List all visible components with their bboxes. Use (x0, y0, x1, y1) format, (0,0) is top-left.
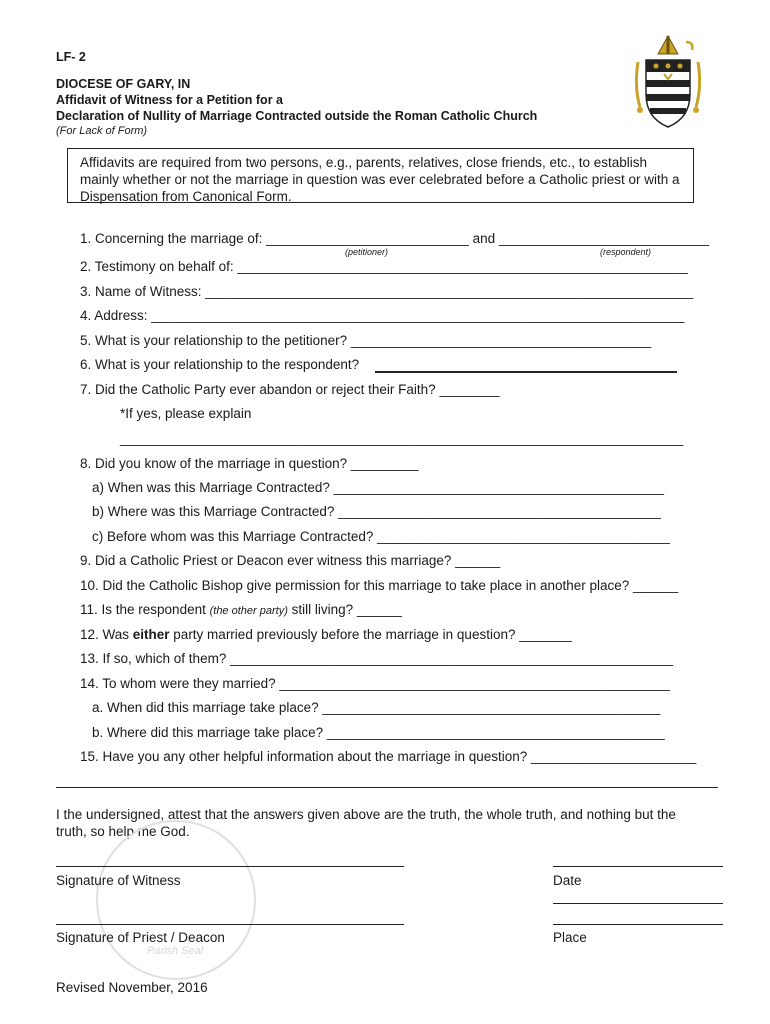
form-title-line-2: Declaration of Nullity of Marriage Contracted outside the Roman Catholic Church (56, 109, 538, 123)
question-7[interactable]: 7. Did the Catholic Party ever abandon or reject their Faith? ________ (80, 382, 500, 397)
question-12-text-a: 12. Was (80, 627, 133, 642)
diocese-name: DIOCESE OF GARY, IN (56, 77, 191, 91)
witness-signature-line[interactable] (56, 866, 404, 867)
question-7-explain-line[interactable]: ___________________________________________________________________________ (120, 431, 684, 446)
priest-signature-line[interactable] (56, 924, 404, 925)
place-line[interactable] (553, 924, 723, 925)
question-6[interactable]: 6. What is your relationship to the respondent? (80, 357, 360, 372)
question-12[interactable] (80, 627, 572, 642)
form-code: LF- 2 (56, 50, 86, 64)
attestation-line-1: I the undersigned, attest that the answers given above are the truth, the whole truth, and nothing but the (56, 807, 676, 822)
petitioner-label: (petitioner) (345, 247, 389, 257)
question-11-text-b: (the other party) (209, 605, 288, 617)
question-14a[interactable]: a. When did this marriage take place? _____________________________________________ (92, 700, 661, 715)
revised-date: Revised November, 2016 (56, 980, 208, 995)
question-4[interactable]: 4. Address: _______________________________________________________________________ (80, 308, 685, 323)
question-14[interactable]: 14. To whom were they married? ____________________________________________________ (80, 676, 670, 691)
question-14b[interactable]: b. Where did this marriage take place? _____________________________________________ (92, 725, 665, 740)
question-15[interactable]: 15. Have you any other helpful information about the marriage in question? ______________________ (80, 749, 697, 764)
question-15-answer-line[interactable] (56, 787, 718, 788)
intro-box: Affidavits are required from two persons, e.g., parents, relatives, close friends, etc., to establish mainly whether or not the marriage in question was ever celebrated before a Catholic priest or with a Dispensation from Canonical Form. (67, 148, 694, 203)
question-11[interactable] (80, 602, 402, 617)
date-extra-line[interactable] (553, 903, 723, 904)
question-8[interactable]: 8. Did you know of the marriage in question? _________ (80, 456, 419, 471)
question-12-text-c: party married previously before the marriage in question? _______ (169, 627, 572, 642)
date-line[interactable] (553, 866, 723, 867)
parish-seal-label: Parish Seal (147, 945, 204, 957)
date-label: Date (553, 873, 582, 888)
question-2[interactable]: 2. Testimony on behalf of: ____________________________________________________________ (80, 259, 688, 274)
form-title-line-1: Affidavit of Witness for a Petition for a (56, 93, 283, 107)
question-8b[interactable]: b) Where was this Marriage Contracted? ___________________________________________ (92, 504, 661, 519)
question-10[interactable]: 10. Did the Catholic Bishop give permission for this marriage to take place in another place? ______ (80, 578, 679, 593)
question-11-text-a: 11. Is the respondent (80, 602, 210, 617)
respondent-label: (respondent) (600, 247, 652, 257)
question-12-text-b: either (132, 627, 170, 642)
signature-of-witness-label: Signature of Witness (56, 873, 181, 888)
question-5[interactable]: 5. What is your relationship to the petitioner? ________________________________________ (80, 333, 652, 348)
question-8a[interactable]: a) When was this Marriage Contracted? ____________________________________________ (92, 480, 664, 495)
question-9[interactable]: 9. Did a Catholic Priest or Deacon ever witness this marriage? ______ (80, 553, 501, 568)
question-13[interactable]: 13. If so, which of them? ___________________________________________________________ (80, 651, 674, 666)
question-1[interactable]: 1. Concerning the marriage of: ___________________________ and ____________________________ (80, 231, 710, 246)
question-3[interactable]: 3. Name of Witness: _________________________________________________________________ (80, 284, 694, 299)
form-subtitle: (For Lack of Form) (56, 125, 148, 137)
question-7-explain-label: *If yes, please explain (120, 406, 252, 421)
question-11-text-c: still living? ______ (287, 602, 402, 617)
signature-of-priest-label: Signature of Priest / Deacon (56, 930, 225, 945)
diocese-coat-of-arms-icon (628, 32, 708, 132)
place-label: Place (553, 930, 587, 945)
question-6-answer-line[interactable] (375, 371, 677, 373)
attestation-line-2: truth, so help me God. (56, 824, 190, 839)
question-8c[interactable]: c) Before whom was this Marriage Contracted? _______________________________________ (92, 529, 670, 544)
